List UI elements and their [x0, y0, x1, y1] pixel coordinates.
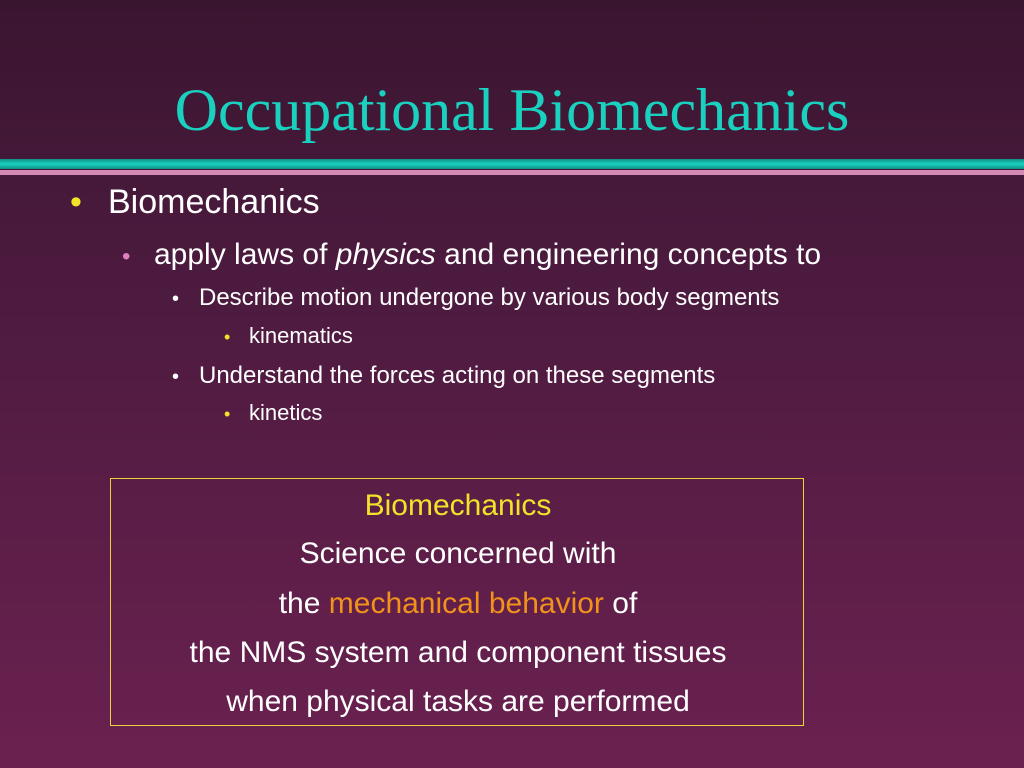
bullet-text: kinematics: [249, 323, 353, 348]
definition-line-3: the NMS system and component tissues: [189, 636, 727, 669]
bullet-marker: •: [122, 243, 131, 270]
bullet-text: Understand the forces acting on these segments: [199, 362, 716, 389]
bullet-text: Biomechanics: [108, 183, 320, 221]
bullet-text-before: apply laws of: [154, 238, 336, 271]
title-divider-teal: [0, 159, 1024, 169]
definition-highlight: mechanical behavior: [328, 587, 604, 620]
bullet-text-after: and engineering concepts to: [435, 238, 822, 271]
bullet-kinematics: [224, 322, 353, 351]
definition-heading: Biomechanics: [364, 489, 552, 522]
title-divider-pink: [0, 170, 1024, 175]
bullet-marker: •: [224, 404, 231, 424]
definition-line-2: [111, 585, 805, 623]
definition-box: [110, 478, 804, 726]
bullet-describe-motion: [172, 282, 779, 315]
bullet-biomechanics: [70, 180, 320, 224]
definition-line-2-before: the: [278, 587, 329, 620]
bullet-marker: •: [172, 366, 180, 388]
slide-title: Occupational Biomechanics: [174, 77, 850, 143]
bullet-text-italic: physics: [335, 238, 436, 271]
definition-line-4: when physical tasks are performed: [226, 685, 690, 718]
definition-line-1: Science concerned with: [299, 537, 617, 570]
bullet-marker: •: [172, 288, 180, 310]
bullet-text: Describe motion undergone by various body segments: [199, 284, 780, 311]
bullet-apply-laws: [122, 236, 821, 276]
bullet-text: kinetics: [249, 400, 323, 425]
definition-line-2-after: of: [603, 587, 638, 620]
bullet-kinetics: [224, 399, 322, 428]
bullet-marker: •: [224, 327, 231, 347]
bullet-marker: •: [70, 183, 82, 221]
bullet-understand-forces: [172, 360, 715, 393]
bullet-text: [154, 236, 821, 274]
